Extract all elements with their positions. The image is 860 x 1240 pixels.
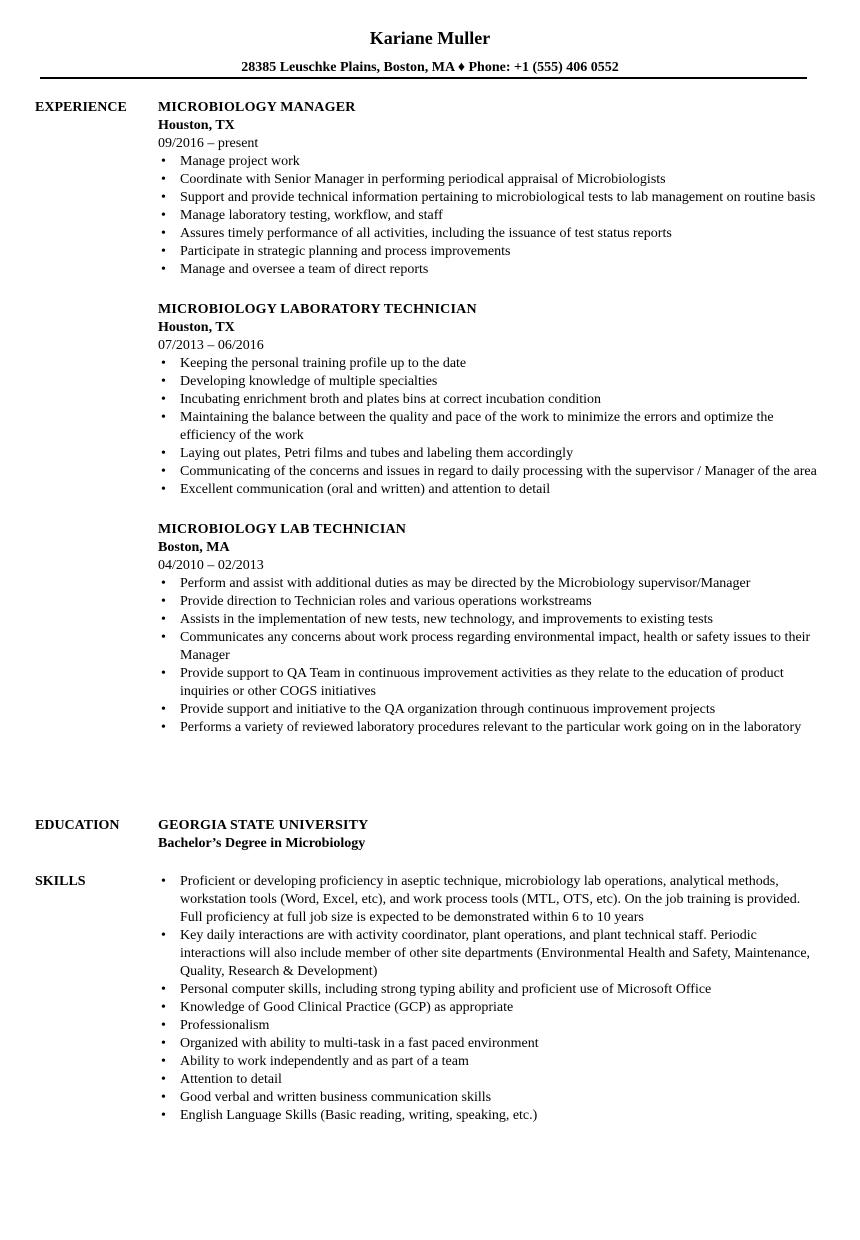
bullet-item: • Manage project work — [158, 153, 818, 171]
bullet-item: • Developing knowledge of multiple specialties — [158, 373, 818, 391]
job-title: MICROBIOLOGY LABORATORY TECHNICIAN — [158, 302, 477, 317]
bullet-item: • Assists in the implementation of new tests, new technology, and improvements to existing tests — [158, 611, 818, 629]
bullet-item: • Provide support and initiative to the QA organization through continuous improvement projects — [158, 701, 818, 719]
bullet-item: • Participate in strategic planning and process improvements — [158, 243, 818, 261]
bullet-item: • Performs a variety of reviewed laboratory procedures relevant to the particular work going on in the laboratory — [158, 719, 818, 737]
header-divider — [40, 77, 807, 79]
section-label-skills: SKILLS — [35, 874, 86, 889]
job-location: Houston, TX — [158, 118, 235, 133]
skill-item: • Proficient or developing proficiency in aseptic technique, microbiology lab operations, analytical methods, workstation tools (Word, Excel, etc), and work process tools (MTL, OTS, etc). On the job training is provided. Full proficiency at full job size is expected to be demonstrated within 6 to 10 years — [158, 873, 818, 927]
bullet-item: • Provide support to QA Team in continuous improvement activities as they relate to the education of product inquiries or other COGS initiatives — [158, 665, 818, 701]
section-label-experience: EXPERIENCE — [35, 100, 127, 115]
bullet-item: • Support and provide technical information pertaining to microbiological tests to lab management on routine basis — [158, 189, 818, 207]
experience-list — [158, 99, 818, 759]
bullet-item: • Assures timely performance of all activities, including the issuance of test status reports — [158, 225, 818, 243]
section-label-education: EDUCATION — [35, 818, 120, 833]
skill-item: • Professionalism — [158, 1017, 818, 1035]
job-entry — [158, 521, 818, 737]
job-title: MICROBIOLOGY MANAGER — [158, 100, 356, 115]
job-location: Houston, TX — [158, 320, 235, 335]
skill-item: • English Language Skills (Basic reading, writing, speaking, etc.) — [158, 1107, 818, 1125]
bullet-item: • Coordinate with Senior Manager in performing periodical appraisal of Microbiologists — [158, 171, 818, 189]
skills-list-wrapper — [158, 873, 818, 1125]
job-location: Boston, MA — [158, 540, 230, 555]
skill-item: • Organized with ability to multi-task in a fast paced environment — [158, 1035, 818, 1053]
bullet-item: • Provide direction to Technician roles and various operations workstreams — [158, 593, 818, 611]
bullet-item: • Laying out plates, Petri films and tubes and labeling them accordingly — [158, 445, 818, 463]
contact-line: 28385 Leuschke Plains, Boston, MA ♦ Phone: +1 (555) 406 0552 — [241, 60, 619, 75]
bullet-item: • Manage and oversee a team of direct reports — [158, 261, 818, 279]
job-entry — [158, 99, 818, 279]
skill-item: • Key daily interactions are with activity coordinator, plant operations, and plant technical staff. Periodic interactions will also include member of other site departments (Environmental Health and Safety, Maintenance, Quality, Research & Development) — [158, 927, 818, 981]
bullet-item: • Communicates any concerns about work process regarding environmental impact, health or safety issues to their Manager — [158, 629, 818, 665]
job-bullets — [158, 355, 818, 499]
job-bullets — [158, 575, 818, 737]
school-name: GEORGIA STATE UNIVERSITY — [158, 818, 369, 833]
job-dates: 09/2016 – present — [158, 136, 259, 151]
skill-item: • Ability to work independently and as part of a team — [158, 1053, 818, 1071]
bullet-item: • Communicating of the concerns and issues in regard to daily processing with the supervisor / Manager of the area — [158, 463, 818, 481]
bullet-item: • Maintaining the balance between the quality and pace of the work to minimize the errors and optimize the efficiency of the work — [158, 409, 828, 445]
job-dates: 07/2013 – 06/2016 — [158, 338, 264, 353]
skill-item: • Personal computer skills, including strong typing ability and proficient use of Microsoft Office — [158, 981, 818, 999]
bullet-item: • Incubating enrichment broth and plates bins at correct incubation condition — [158, 391, 818, 409]
job-entry — [158, 301, 818, 499]
education-entry — [158, 817, 818, 853]
degree-name: Bachelor’s Degree in Microbiology — [158, 836, 366, 851]
candidate-name: Kariane Muller — [369, 28, 491, 48]
bullet-item: • Perform and assist with additional duties as may be directed by the Microbiology supervisor/Manager — [158, 575, 818, 593]
job-title: MICROBIOLOGY LAB TECHNICIAN — [158, 522, 407, 537]
job-dates: 04/2010 – 02/2013 — [158, 558, 264, 573]
skill-item: • Attention to detail — [158, 1071, 818, 1089]
bullet-item: • Excellent communication (oral and written) and attention to detail — [158, 481, 818, 499]
skill-item: • Knowledge of Good Clinical Practice (GCP) as appropriate — [158, 999, 818, 1017]
bullet-item: • Keeping the personal training profile up to the date — [158, 355, 818, 373]
skill-item: • Good verbal and written business communication skills — [158, 1089, 818, 1107]
job-bullets — [158, 153, 818, 279]
skills-list — [158, 873, 818, 1125]
bullet-item: • Manage laboratory testing, workflow, and staff — [158, 207, 818, 225]
